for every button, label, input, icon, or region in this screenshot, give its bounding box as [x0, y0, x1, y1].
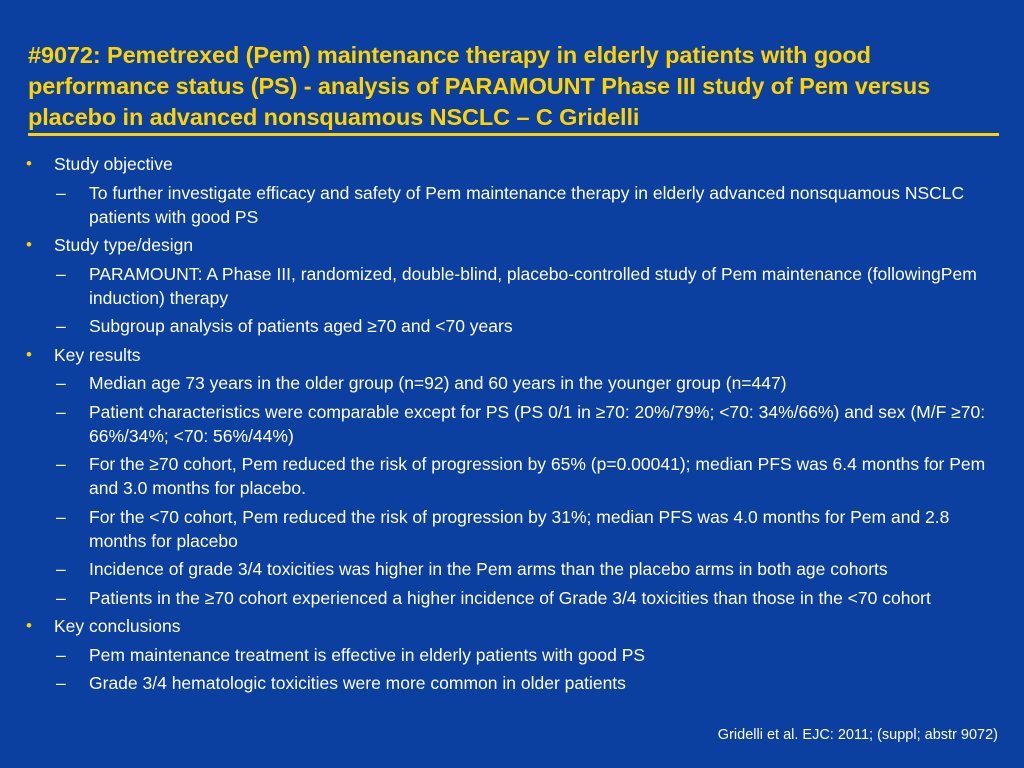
sub-item	[26, 643, 1001, 667]
bullet-heading: Study type/design	[54, 235, 194, 255]
sub-item	[26, 400, 1001, 448]
sub-item-text: To further investigate efficacy and safety of Pem maintenance therapy in elderly advanced nonsquamous NSCLC patients with good PS	[89, 182, 965, 227]
sub-item-text: For the <70 cohort, Pem reduced the risk of progression by 31%; median PFS was 4.0 months for Pem and 2.8 months for placebo	[89, 506, 950, 551]
dash-icon: –	[56, 559, 66, 579]
dash-icon: –	[56, 401, 66, 422]
bullet-heading: Study objective	[54, 154, 173, 174]
sub-item-text: Median age 73 years in the older group (n=92) and 60 years in the younger group (n=447)	[89, 373, 787, 393]
dash-icon: –	[56, 644, 66, 665]
sub-item	[26, 181, 1001, 229]
sub-item-text: For the ≥70 cohort, Pem reduced the risk of progression by 65% (p=0.00041); median PFS was 6.4 months for Pem and 3.0 months for placebo.	[89, 454, 986, 498]
bullet-key-results	[26, 343, 1001, 367]
slide-title: #9072: Pemetrexed (Pem) maintenance therapy in elderly patients with good performance status (PS) - analysis of PARAMOUNT Phase III study of Pem versus placebo in advanced nonsquamous NSCLC – C Gridelli	[28, 42, 931, 130]
bullet-dot-icon: •	[26, 616, 32, 635]
title-underline	[28, 133, 999, 136]
sub-item-text: Incidence of grade 3/4 toxicities was higher in the Pem arms than the placebo arms in both age cohorts	[89, 559, 888, 579]
dash-icon: –	[56, 182, 66, 203]
sub-item-text: Patients in the ≥70 cohort experienced a higher incidence of Grade 3/4 toxicities than those in the <70 cohort	[89, 587, 931, 608]
bullet-dot-icon: •	[26, 235, 32, 254]
sub-item	[26, 262, 1001, 310]
dash-icon: –	[56, 506, 66, 527]
sub-item	[26, 314, 1001, 338]
bullet-heading: Key conclusions	[54, 616, 181, 636]
bullet-key-conclusions	[26, 614, 1001, 638]
bullet-heading: Key results	[54, 344, 141, 365]
sub-item-text: Patient characteristics were comparable except for PS (PS 0/1 in ≥70: 20%/79%; <70: 34%/66%) and sex (M/F ≥70: 66%/34%; <70: 56%/44%)	[89, 401, 986, 446]
sub-item	[26, 371, 1001, 395]
bullet-dot-icon: •	[26, 344, 32, 364]
bullet-dot-icon: •	[26, 154, 32, 173]
sub-item-text: Subgroup analysis of patients aged ≥70 and <70 years	[89, 316, 513, 336]
dash-icon: –	[56, 673, 66, 693]
sub-item	[26, 586, 1001, 610]
bullet-study-type	[26, 233, 1001, 257]
citation: Gridelli et al. EJC: 2011; (suppl; abstr 9072)	[717, 727, 998, 743]
dash-icon: –	[56, 316, 66, 336]
sub-item	[26, 671, 1001, 695]
sub-item-text: PARAMOUNT: A Phase III, randomized, double-blind, placebo-controlled study of Pem maintenance (followingPem induction) therapy	[89, 263, 977, 308]
dash-icon: –	[56, 454, 66, 474]
sub-item	[26, 452, 1001, 500]
slide-body	[26, 152, 1001, 695]
dash-icon: –	[56, 263, 66, 284]
sub-item	[26, 505, 1001, 553]
sub-item-text: Grade 3/4 hematologic toxicities were more common in older patients	[89, 673, 626, 693]
dash-icon: –	[56, 587, 66, 608]
bullet-study-objective	[26, 152, 1001, 176]
sub-item-text: Pem maintenance treatment is effective in elderly patients with good PS	[89, 644, 646, 665]
dash-icon: –	[56, 373, 66, 393]
sub-item	[26, 557, 1001, 581]
